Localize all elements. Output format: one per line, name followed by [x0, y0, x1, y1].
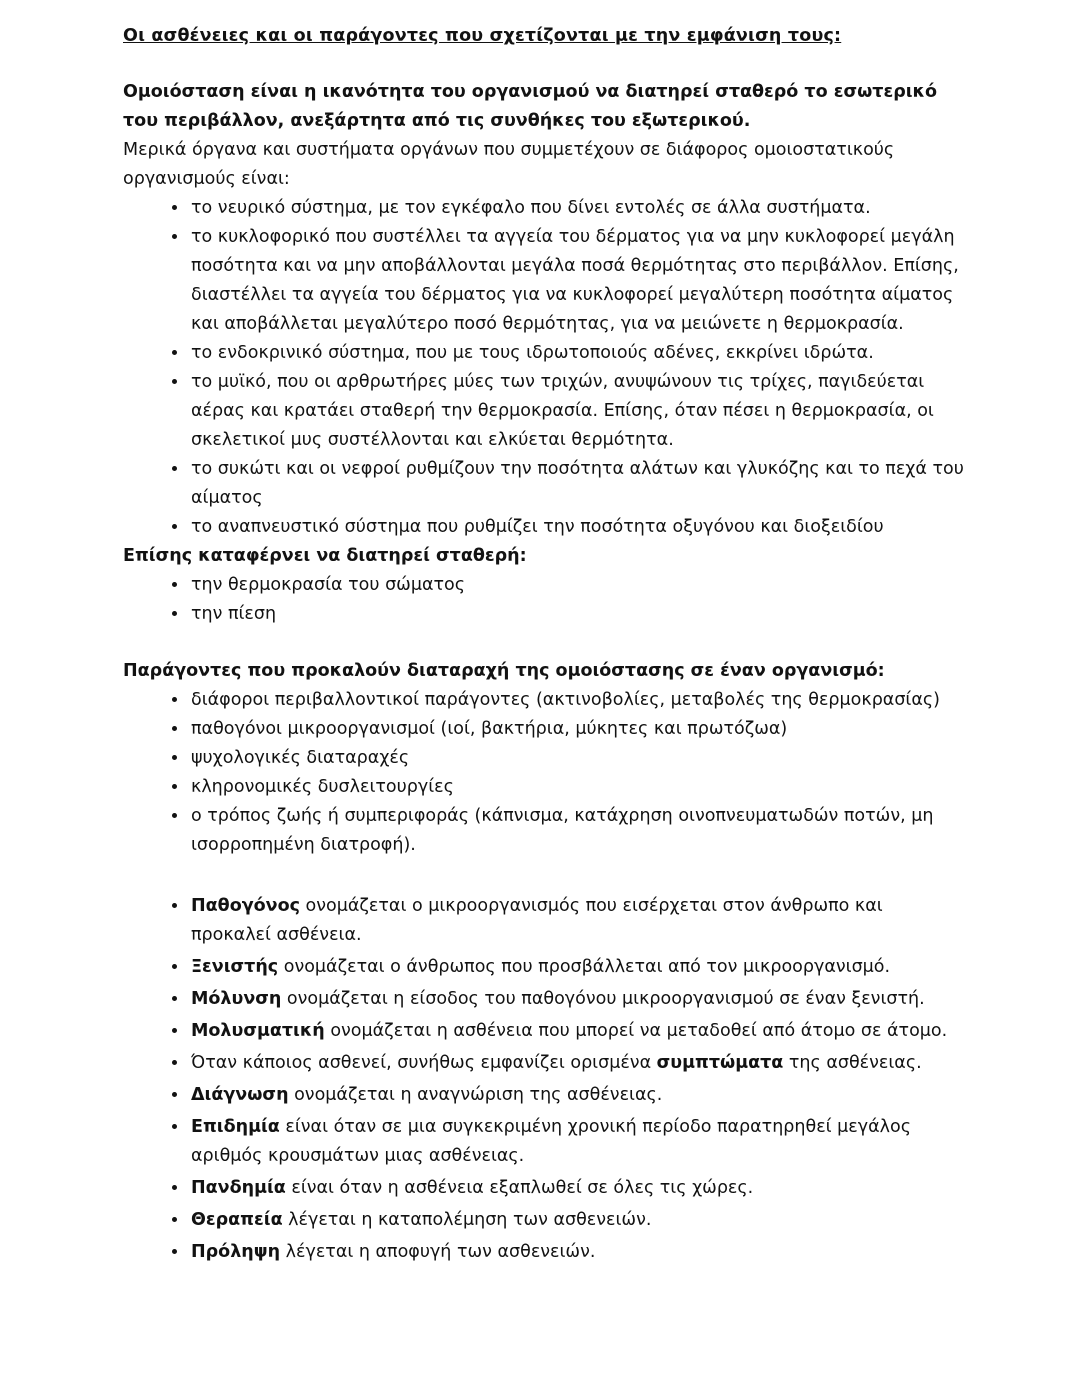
- definitions-list: [123, 892, 968, 1267]
- definition-text: ονομάζεται η ασθένεια που μπορεί να μεταδοθεί από άτομο σε άτομο.: [324, 1021, 948, 1041]
- list-item: • το αναπνευστικό σύστημα που ρυθμίζει την ποσότητα οξυγόνου και διοξειδίου: [189, 513, 968, 542]
- definition-item: [189, 1206, 968, 1235]
- maintains-heading: Επίσης καταφέρνει να διατηρεί σταθερή:: [123, 546, 527, 566]
- definition-item: [189, 892, 968, 950]
- definition-item: [189, 1113, 968, 1171]
- definition-item: [189, 1081, 968, 1110]
- definition-item: [189, 1238, 968, 1267]
- definition-text: λέγεται η καταπολέμηση των ασθενειών.: [282, 1210, 652, 1230]
- definition-term: Επιδημία: [191, 1117, 280, 1137]
- definition-term: Πανδημία: [191, 1178, 286, 1198]
- list-item: • ψυχολογικές διαταραχές: [189, 744, 968, 773]
- definition-item: [189, 1017, 968, 1046]
- list-item: • την πίεση: [189, 600, 968, 629]
- definition-term: Ξενιστής: [191, 957, 279, 977]
- definition-text: ονομάζεται ο μικροοργανισμός που εισέρχεται στον άνθρωπο και προκαλεί ασθένεια.: [191, 896, 883, 945]
- definition-item: [189, 985, 968, 1014]
- definition-text: ονομάζεται η αναγνώριση της ασθένειας.: [288, 1085, 663, 1105]
- factors-heading: Παράγοντες που προκαλούν διαταραχή της ομοιόστασης σε έναν οργανισμό:: [123, 661, 885, 681]
- list-item: • το ενδοκρινικό σύστημα, που με τους ιδρωτοποιούς αδένες, εκκρίνει ιδρώτα.: [189, 339, 968, 368]
- definition-item: [189, 1174, 968, 1203]
- definition-term: Μόλυνση: [191, 989, 282, 1009]
- maintains-list: [123, 571, 968, 629]
- definition-item: [189, 953, 968, 982]
- definition-text: είναι όταν η ασθένεια εξαπλωθεί σε όλες τις χώρες.: [285, 1178, 754, 1198]
- definition-term: Παθογόνος: [191, 896, 300, 916]
- definition-item: [189, 1049, 968, 1078]
- definition-pre: Όταν κάποιος ασθενεί, συνήθως εμφανίζει ορισμένα: [191, 1053, 657, 1073]
- list-item: • παθογόνοι μικροοργανισμοί (ιοί, βακτήρια, μύκητες και πρωτόζωα): [189, 715, 968, 744]
- list-item: • διάφοροι περιβαλλοντικοί παράγοντες (ακτινοβολίες, μεταβολές της θερμοκρασίας): [189, 686, 968, 715]
- definition-text: της ασθένειας.: [783, 1053, 922, 1073]
- list-item: • το συκώτι και οι νεφροί ρυθμίζουν την ποσότητα αλάτων και γλυκόζης και το πεχά του αίματος: [189, 455, 968, 513]
- factors-list: [123, 686, 968, 860]
- list-item: • το νευρικό σύστημα, με τον εγκέφαλο που δίνει εντολές σε άλλα συστήματα.: [189, 194, 968, 223]
- definition-term: συμπτώματα: [656, 1053, 784, 1073]
- definition-text: είναι όταν σε μια συγκεκριμένη χρονική περίοδο παρατηρηθεί μεγάλος αριθμός κρουσμάτων μιας ασθένειας.: [191, 1117, 911, 1166]
- list-item: • το κυκλοφορικό που συστέλλει τα αγγεία του δέρματος για να μην κυκλοφορεί μεγάλη ποσότητα και να μην αποβάλλονται μεγάλα ποσά θερμότητας στο περιβάλλον. Επίσης, διαστέλλει τα αγγεία του δέρματος για να κυκλοφορεί μεγαλύτερη ποσότητα αίματος και αποβάλλεται μεγαλύτερο ποσό θερμότητας, για να μειώνετε η θερμοκρασία.: [189, 223, 968, 339]
- homeostasis-systems-list: [123, 194, 968, 542]
- list-item: • την θερμοκρασία του σώματος: [189, 571, 968, 600]
- definition-term: Πρόληψη: [191, 1242, 281, 1262]
- definition-term: Διάγνωση: [191, 1085, 289, 1105]
- definition-term: Μολυσματική: [191, 1021, 325, 1041]
- list-item: • κληρονομικές δυσλειτουργίες: [189, 773, 968, 802]
- list-item: • το μυϊκό, που οι αρθρωτήρες μύες των τριχών, ανυψώνουν τις τρίχες, παγιδεύεται αέρας και κρατάει σταθερή την θερμοκρασία. Επίσης, όταν πέσει η θερμοκρασία, οι σκελετικοί μυς συστέλλονται και ελκύεται θερμότητα.: [189, 368, 968, 455]
- document-title: Οι ασθένειες και οι παράγοντες που σχετίζονται με την εμφάνιση τους:: [123, 26, 842, 46]
- organs-intro: Μερικά όργανα και συστήματα οργάνων που συμμετέχουν σε διάφορος ομοιοστατικούς οργανισμούς είναι:: [123, 140, 895, 189]
- definition-text: λέγεται η αποφυγή των ασθενειών.: [280, 1242, 596, 1262]
- list-item: • ο τρόπος ζωής ή συμπεριφοράς (κάπνισμα, κατάχρηση οινοπνευματωδών ποτών, μη ισορροπημένη διατροφή).: [189, 802, 968, 860]
- definition-text: ονομάζεται ο άνθρωπος που προσβάλλεται από τον μικροοργανισμό.: [278, 957, 891, 977]
- definition-text: ονομάζεται η είσοδος του παθογόνου μικροοργανισμού σε έναν ξενιστή.: [281, 989, 925, 1009]
- definition-term: Θεραπεία: [191, 1210, 283, 1230]
- homeostasis-definition: Ομοιόσταση είναι η ικανότητα του οργανισμού να διατηρεί σταθερό το εσωτερικό του περιβάλλον, ανεξάρτητα από τις συνθήκες του εξωτερικού.: [123, 82, 937, 131]
